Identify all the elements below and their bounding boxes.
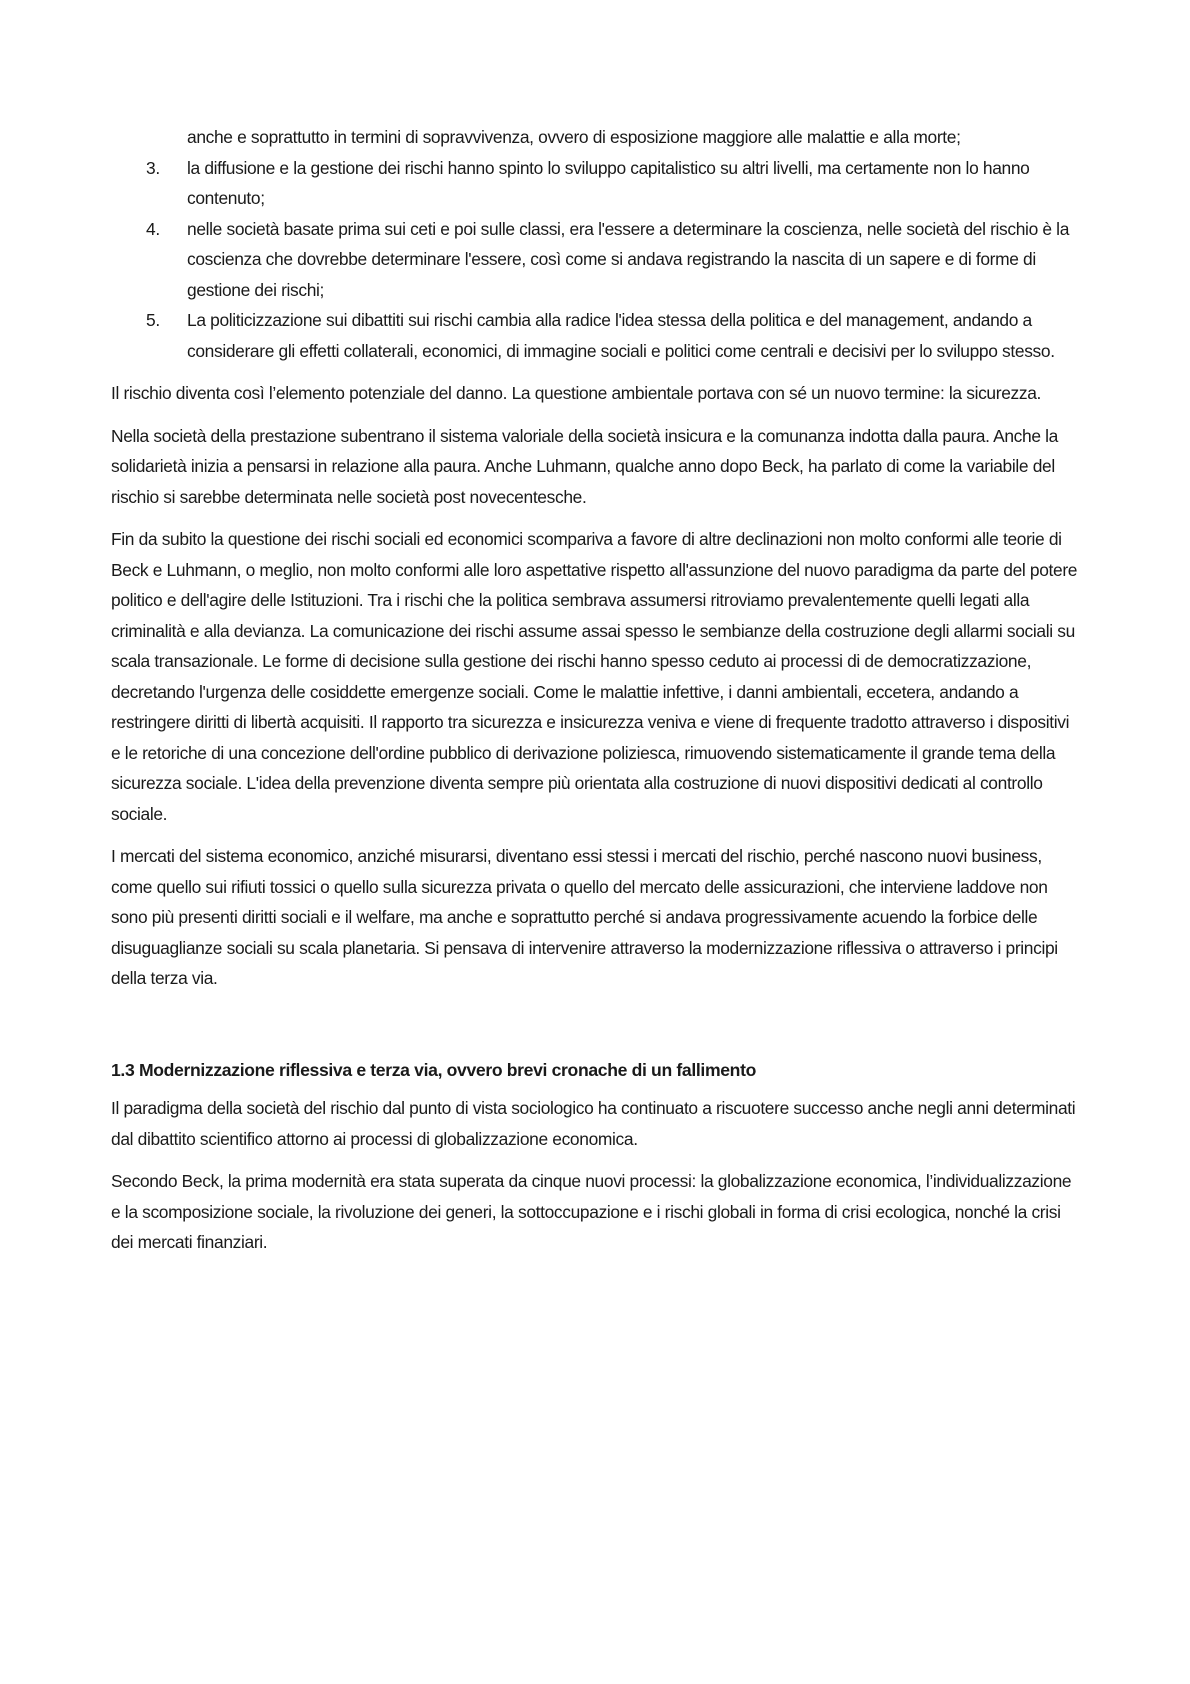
list-item-number: 5. <box>146 310 160 330</box>
list-item-text: La politicizzazione sui dibattiti sui rischi cambia alla radice l'idea stessa della politica e del management, andando a considerare gli effetti collaterali, economici, di immagine sociali e politici come centrali e decisivi per lo sviluppo stesso. <box>187 310 1055 361</box>
list-item <box>111 305 1081 366</box>
paragraph: Il paradigma della società del rischio dal punto di vista sociologico ha continuato a riscuotere successo anche negli anni determinati dal dibattito scientifico attorno ai processi di globalizzazione economica. <box>111 1098 1076 1149</box>
list-item-number: 4. <box>146 218 160 239</box>
section-heading: 1.3 Modernizzazione riflessiva e terza via, ovvero brevi cronache di un fallimento <box>111 1059 756 1080</box>
paragraph: Il rischio diventa così l’elemento potenziale del danno. La questione ambientale portava con sé un nuovo termine: la sicurezza. <box>111 383 1042 403</box>
paragraph: Secondo Beck, la prima modernità era stata superata da cinque nuovi processi: la globalizzazione economica, l’individualizzazione e la scomposizione sociale, la rivoluzione dei generi, la sottoccupazione e i rischi globali in forma di crisi ecologica, nonché la crisi dei mercati finanziari. <box>111 1171 1072 1252</box>
paragraph: I mercati del sistema economico, anziché misurarsi, diventano essi stessi i mercati del rischio, perché nascono nuovi business, come quello sui rifiuti tossici o quello sulla sicurezza privata o quello del mercato delle assicurazioni, che interviene laddove non sono più presenti diritti sociali e il welfare, ma anche e soprattutto perché si andava progressivamente acuendo la forbice delle disuguaglianze sociali su scala planetaria. Si pensava di intervenire attraverso la modernizzazione riflessiva o attraverso i principi della terza via. <box>111 846 1058 988</box>
list-item-continuation: anche e soprattutto in termini di sopravvivenza, ovvero di esposizione maggiore alle malattie e alla morte; <box>187 127 961 147</box>
paragraph: Nella società della prestazione subentrano il sistema valoriale della società insicura e la comunanza indotta dalla paura. Anche la solidarietà inizia a pensarsi in relazione alla paura. Anche Luhmann, qualche anno dopo Beck, ha parlato di come la variabile del rischio si sarebbe determinata nelle società post novecentesche. <box>111 425 1058 507</box>
list-item <box>111 214 1081 306</box>
list-item <box>111 153 1081 214</box>
document-body <box>111 122 1081 1258</box>
paragraph: Fin da subito la questione dei rischi sociali ed economici scompariva a favore di altre declinazioni non molto conformi alle teorie di Beck e Luhmann, o meglio, non molto conformi alle loro aspettative rispetto all'assunzione del nuovo paradigma da parte del potere politico e dell'agire delle Istituzioni. Tra i rischi che la politica sembrava assumersi ritroviamo prevalentemente quelli legati alla criminalità e alla devianza. La comunicazione dei rischi assume assai spesso le sembianze della costruzione degli allarmi sociali su scala transazionale. Le forme di decisione sulla gestione dei rischi hanno spesso ceduto ai processi di de democratizzazione, decretando l'urgenza delle cosiddette emergenze sociali. Come le malattie infettive, i danni ambientali, eccetera, andando a restringere diritti di libertà acquisiti. Il rapporto tra sicurezza e insicurezza veniva e viene di frequente tradotto attraverso i dispositivi e le retoriche di una concezione dell'ordine pubblico di derivazione poliziesca, rimuovendo sistematicamente il grande tema della sicurezza sociale. L'idea della prevenzione diventa sempre più orientata alla costruzione di nuovi dispositivi dedicati al controllo sociale. <box>111 529 1078 824</box>
list-item-number: 3. <box>146 157 160 178</box>
list-item-text: nelle società basate prima sui ceti e poi sulle classi, era l'essere a determinare la coscienza, nelle società del rischio è la coscienza che dovrebbe determinare l'essere, così come si andava registrando la nascita di un sapere e di forme di gestione dei rischi; <box>187 218 1070 300</box>
list-item-text: la diffusione e la gestione dei rischi hanno spinto lo sviluppo capitalistico su altri livelli, ma certamente non lo hanno contenuto; <box>187 157 1030 208</box>
numbered-list <box>111 153 1081 367</box>
